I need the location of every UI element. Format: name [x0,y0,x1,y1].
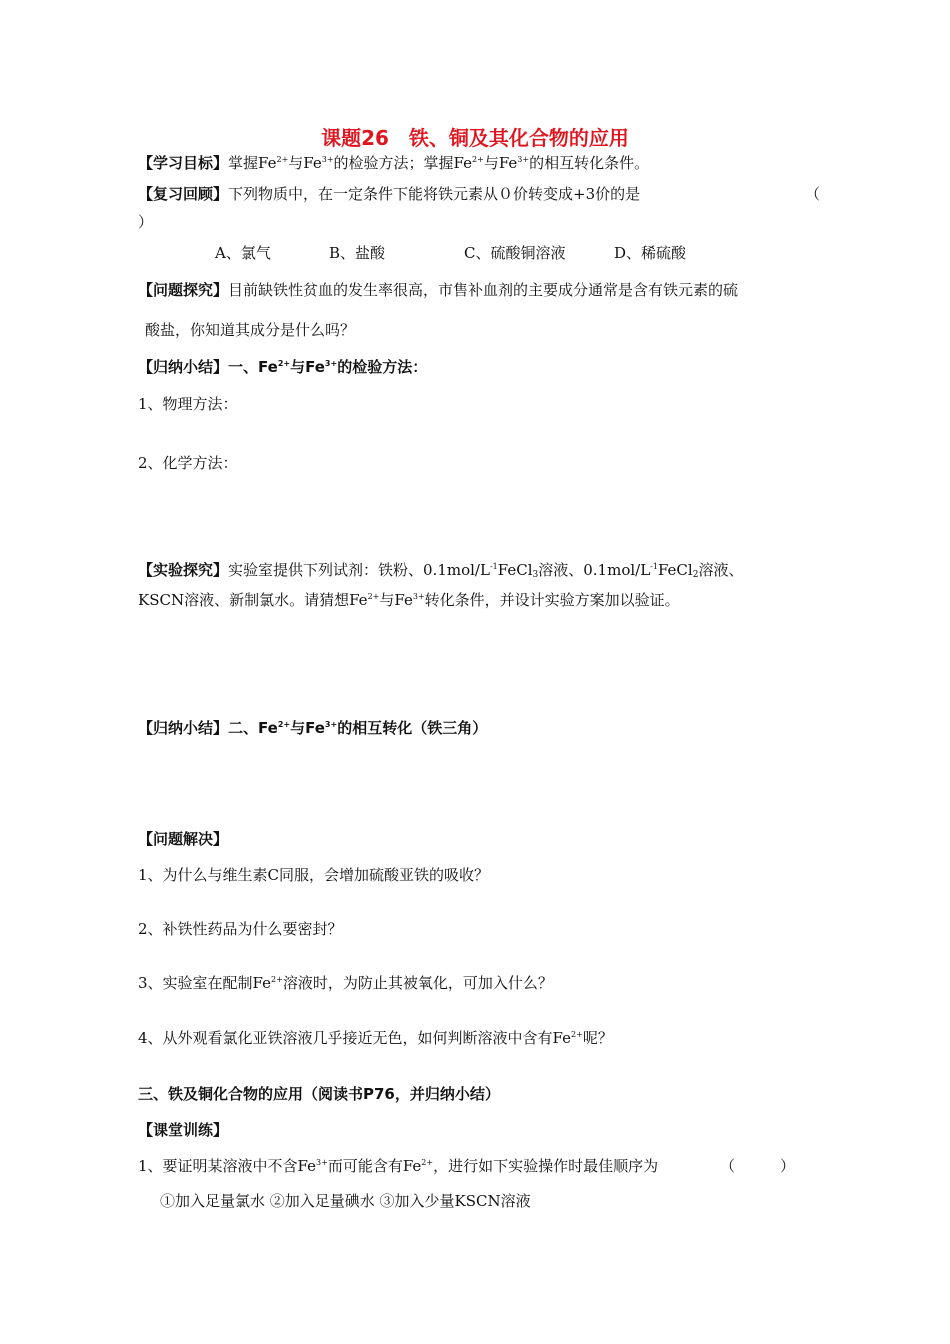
summary1-heading [138,356,950,378]
option-b: B、盐酸 [329,244,386,262]
superscript: 3+ [412,592,425,601]
experiment-text: 溶液、0.1mol/L [538,561,651,579]
superscript: 2+ [367,592,380,601]
superscript: 2+ [277,720,291,729]
subscript: 3 [532,570,539,580]
solve-label: 【问题解决】 [138,830,229,848]
inquiry-line-1 [138,279,950,301]
review-question: 下列物质中，在一定条件下能将铁元素从０价转变成+3价的是 [228,185,641,203]
solve-question-1: 1、为什么与维生素C同服，会增加硫酸亚铁的吸收？ [138,866,490,884]
review-paren-open: （ [805,185,821,203]
objectives-text: 的检验方法；掌握Fe [333,154,473,172]
training-question-1 [138,1155,950,1177]
training-steps: ①加入足量氯水 ②加入足量碘水 ③加入少量KSCN溶液 [160,1192,531,1210]
superscript: -1 [650,562,658,571]
method-physical: 1、物理方法： [138,395,238,413]
inquiry-label: 【问题探究】 [138,281,229,299]
superscript: 2+ [271,975,283,984]
solve-text: 3、实验室在配制Fe [138,974,272,992]
objectives-line [138,152,950,174]
objectives-text: 的相互转化条件。 [529,154,650,172]
review-line [138,183,950,205]
training-text: 而可能含有Fe [327,1157,422,1175]
summary1-text: 的检验方法： [337,358,428,376]
objectives-text: 掌握Fe [228,154,277,172]
summary2-text: 【归纳小结】二、Fe [138,719,278,737]
solve-question-3 [138,972,950,994]
experiment-text: 溶液、 [698,561,744,579]
experiment-text: KSCN溶液、新制氯水。请猜想Fe [138,591,368,609]
experiment-text: 转化条件，并设计实验方案加以验证。 [424,591,680,609]
option-d: D、稀硫酸 [614,244,687,262]
superscript: 3+ [321,155,334,164]
section3-heading: 三、铁及铜化合物的应用（阅读书P76，并归纳小结） [138,1085,500,1103]
superscript: 2+ [472,155,484,164]
experiment-label: 【实验探究】 [138,561,229,579]
training-text: ，进行如下实验操作时最佳顺序为 [433,1157,659,1175]
review-paren-close: ） [138,213,154,231]
option-c: C、硫酸铜溶液 [464,244,566,262]
superscript: 2+ [276,155,289,164]
training-text: 1、要证明某溶液中不含Fe [138,1157,317,1175]
objectives-text: 与Fe [288,154,322,172]
summary2-text: 的相互转化（铁三角） [337,719,488,737]
option-a: A、氯气 [215,244,271,262]
method-chemical: 2、化学方法： [138,454,238,472]
page-title: 课题26 铁、铜及其化合物的应用 [321,126,629,150]
experiment-text: FeCl [497,561,533,579]
superscript: 3+ [316,1158,328,1167]
superscript: 3+ [324,720,338,729]
summary2-text: 与Fe [290,719,325,737]
solve-text: 溶液时，为防止其被氧化，可加入什么？ [282,974,553,992]
objectives-label: 【学习目标】 [138,154,229,172]
training-answer-paren: （ ） [720,1157,796,1175]
solve-text: 呢？ [582,1029,613,1047]
summary2-heading [138,717,950,739]
review-label: 【复习回顾】 [138,185,229,203]
review-options [215,242,950,264]
superscript: 3+ [324,359,338,368]
inquiry-text: 目前缺铁性贫血的发生率很高，市售补血剂的主要成分通常是含有铁元素的硫 [228,281,739,299]
experiment-text: 实验室提供下列试剂：铁粉、0.1mol/L [228,561,490,579]
experiment-line-2 [138,589,950,611]
solve-question-2: 2、补铁性药品为什么要密封？ [138,920,343,938]
superscript: -1 [489,562,498,571]
solve-text: 4、从外观看氯化亚铁溶液几乎接近无色，如何判断溶液中含有Fe [138,1029,572,1047]
summary1-text: 【归纳小结】一、Fe [138,358,278,376]
training-label: 【课堂训练】 [138,1121,229,1139]
experiment-text: FeCl [657,561,693,579]
objectives-text: 与Fe [483,154,518,172]
superscript: 2+ [421,1158,434,1167]
solve-question-4 [138,1027,950,1049]
superscript: 2+ [571,1030,583,1039]
superscript: 2+ [277,359,291,368]
experiment-line-1 [138,559,950,581]
experiment-text: 与Fe [379,591,413,609]
summary1-text: 与Fe [290,358,325,376]
inquiry-line-2: 酸盐，你知道其成分是什么吗？ [145,321,356,339]
superscript: 3+ [517,155,530,164]
subscript: 2 [692,570,699,580]
